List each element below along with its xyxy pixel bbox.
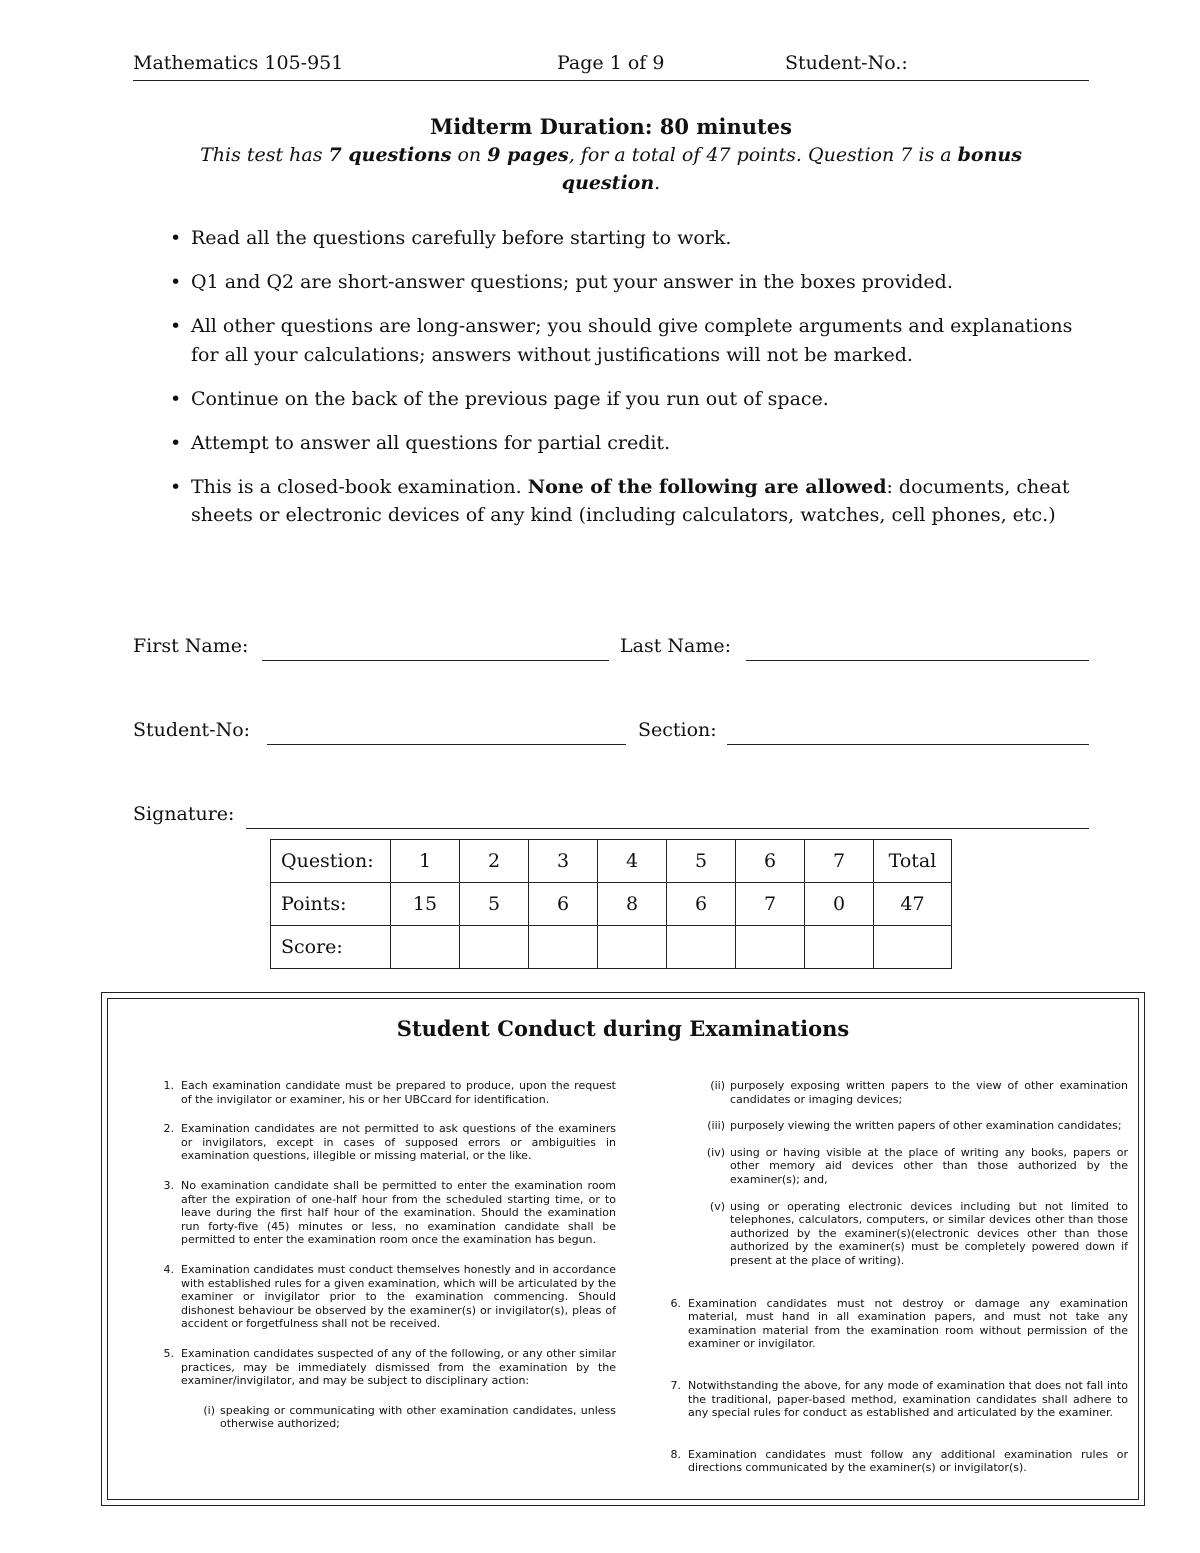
instruction-item [133, 473, 1093, 530]
sub-number: (iii) [707, 1119, 725, 1133]
list-item [663, 1146, 1128, 1187]
section-field[interactable] [638, 717, 1089, 747]
list-item [156, 1122, 616, 1163]
bullet-icon: • [170, 387, 182, 410]
course-code: Mathematics 105-951 [133, 52, 344, 74]
table-cell: 8 [598, 883, 667, 926]
score-cell[interactable] [460, 926, 529, 969]
sub-number: (ii) [710, 1079, 725, 1092]
table-row [271, 883, 952, 926]
sub-text: using or operating electronic devices including but not limited to telephones, calculators, computers, or similar devices other than those authorized by the examiner(s)(electronic devices other than those authorized by the examiner(s) must be completely powered down if present at the place of writing). [730, 1199, 1128, 1267]
rule-text: Examination candidates are not permitted to ask questions of the examiners or invigilators, except in cases of supposed errors or ambiguities in examination questions, illegible or missing material, or the like. [181, 1122, 616, 1163]
instruction-item [133, 429, 1093, 458]
table-cell: 15 [391, 883, 460, 926]
instruction-text: Continue on the back of the previous page if you run out of space. [191, 387, 829, 410]
last-name-line[interactable] [746, 660, 1089, 661]
score-cell[interactable] [667, 926, 736, 969]
score-cell[interactable] [529, 926, 598, 969]
table-cell: 47 [874, 883, 952, 926]
list-item [156, 1263, 616, 1331]
subtitle-questions: 7 questions [328, 144, 452, 166]
list-item [663, 1379, 1128, 1420]
sub-text: purposely exposing written papers to the view of other examination candidates or imaging devices; [730, 1079, 1128, 1106]
rule-number: 2. [163, 1122, 174, 1136]
rule-number: 6. [670, 1296, 681, 1310]
student-no-field[interactable] [133, 717, 626, 747]
bullet-icon: • [170, 271, 182, 293]
section-line[interactable] [727, 744, 1089, 745]
list-item [663, 1079, 1128, 1106]
name-row [133, 633, 1089, 663]
row-label: Score: [271, 926, 391, 969]
list-item [156, 1404, 616, 1431]
subtitle-text-1: This test has [200, 144, 329, 166]
subtitle-pages: 9 pages [487, 144, 569, 166]
table-cell: 5 [460, 883, 529, 926]
student-no-line[interactable] [267, 744, 626, 745]
sub-number: (v) [709, 1199, 725, 1213]
rule-text: Notwithstanding the above, for any mode of examination that does not fall into the traditional, paper-based method, examination candidates shall adhere to any special rules for conduct as established and articulated by the examiner. [688, 1378, 1128, 1420]
conduct-left-column [156, 1079, 616, 1431]
table-cell: 6 [667, 883, 736, 926]
instruction-text: Q1 and Q2 are short-answer questions; put your answer in the boxes provided. [191, 271, 953, 293]
table-cell: 2 [460, 840, 529, 883]
conduct-right-column [663, 1079, 1128, 1491]
rule-number: 7. [670, 1378, 681, 1392]
signature-row [133, 801, 1089, 831]
instruction-text: This is a closed-book examination. [191, 475, 528, 498]
table-cell: 7 [736, 883, 805, 926]
conduct-title: Student Conduct during Examinations [396, 1016, 850, 1041]
bullet-icon: • [170, 475, 182, 498]
instruction-item [133, 385, 1093, 414]
signature-field[interactable] [133, 801, 1089, 831]
exam-subtitle [133, 141, 1089, 197]
instruction-text: Read all the questions carefully before starting to work. [191, 227, 732, 249]
score-cell[interactable] [736, 926, 805, 969]
header-student-no: Student-No.: [785, 52, 908, 74]
signature-label: Signature: [133, 803, 235, 825]
rule-number: 5. [163, 1346, 174, 1360]
score-cell[interactable] [391, 926, 460, 969]
list-item [156, 1347, 616, 1388]
subtitle-text-3: , for a total of 47 points. Question 7 is a [568, 144, 958, 166]
list-item [156, 1079, 616, 1106]
score-cell[interactable] [874, 926, 952, 969]
last-name-field[interactable] [620, 633, 1089, 663]
rule-number: 1. [163, 1079, 174, 1092]
row-label: Question: [271, 840, 391, 883]
conduct-inner-border [107, 998, 1139, 1500]
student-no-label: Student-No: [133, 719, 251, 741]
signature-line[interactable] [246, 828, 1089, 829]
table-cell: 5 [667, 840, 736, 883]
sub-number: (i) [203, 1403, 215, 1417]
sub-number: (iv) [706, 1145, 725, 1159]
list-item [663, 1119, 1128, 1133]
sub-text: using or having visible at the place of writing any books, papers or other memory aid devices other than those authorized by the examiner(s); and, [730, 1145, 1128, 1186]
title-block [133, 113, 1089, 197]
last-name-label: Last Name: [620, 635, 731, 657]
rule-text: No examination candidate shall be permitted to enter the examination room after the expiration of one-half hour from the scheduled starting time, or to leave during the first half hour of the examination. Should the examination run forty-five (45) minutes or less, no examination candidate shall be permitted to enter the examination room once the examination has begun. [181, 1178, 616, 1247]
id-row [133, 717, 1089, 747]
list-item [663, 1200, 1128, 1268]
list-item [156, 1179, 616, 1247]
rule-text: Examination candidates must not destroy or damage any examination material, must hand in all examination papers, and must not take any examination material from the examination room without permission of the examiner or invigilator. [688, 1296, 1128, 1351]
first-name-label: First Name: [133, 635, 249, 657]
subtitle-bonus: bonus question [561, 144, 1022, 194]
instruction-bold: None of the following are allowed [527, 475, 887, 498]
instruction-text: All other questions are long-answer; you should give complete arguments and explanations for all your calculations; answers without justifications will not be marked. [191, 315, 1073, 366]
rule-text: Examination candidates must follow any additional examination rules or directions communicated by the examiner(s) or invigilator(s). [688, 1447, 1128, 1475]
table-cell: 4 [598, 840, 667, 883]
score-cell[interactable] [805, 926, 874, 969]
table-cell: Total [874, 840, 952, 883]
table-cell: 6 [736, 840, 805, 883]
rule-text: Examination candidates suspected of any of the following, or any other similar practices, may be immediately dismissed from the examination by the examiner/invigilator, and may be subject to disciplinary action: [181, 1346, 616, 1388]
table-row [271, 926, 952, 969]
bullet-icon: • [170, 431, 182, 454]
subtitle-text-4: . [654, 172, 661, 194]
score-cell[interactable] [598, 926, 667, 969]
section-label: Section: [638, 719, 717, 741]
rule-text: Each examination candidate must be prepared to produce, upon the request of the invigilator or examiner, his or her UBCcard for identification. [181, 1079, 616, 1106]
rule-number: 3. [163, 1178, 174, 1192]
first-name-field[interactable] [133, 633, 609, 663]
instruction-text: : documents, cheat sheets or electronic devices of any kind (including calculators, watches, cell phones, etc.) [191, 475, 1070, 526]
rule-number: 8. [670, 1447, 681, 1461]
instruction-item [133, 224, 1093, 253]
sub-text: speaking or communicating with other examination candidates, unless otherwise authorized; [220, 1403, 616, 1431]
row-label: Points: [271, 883, 391, 926]
instruction-item [133, 312, 1093, 369]
instructions-list [133, 224, 1093, 545]
sub-text: purposely viewing the written papers of other examination candidates; [730, 1119, 1122, 1133]
conduct-box [101, 992, 1145, 1506]
table-cell: 0 [805, 883, 874, 926]
page-number: Page 1 of 9 [557, 52, 665, 74]
first-name-line[interactable] [262, 660, 609, 661]
table-cell: 6 [529, 883, 598, 926]
list-item [663, 1448, 1128, 1475]
table-row [271, 840, 952, 883]
exam-title: Midterm Duration: 80 minutes [430, 114, 792, 139]
page-header [133, 52, 1089, 81]
rule-number: 4. [163, 1262, 174, 1276]
instruction-item [133, 268, 1093, 297]
score-table [270, 839, 952, 969]
table-cell: 7 [805, 840, 874, 883]
list-item [663, 1297, 1128, 1351]
instruction-text: Attempt to answer all questions for partial credit. [191, 431, 671, 454]
table-cell: 3 [529, 840, 598, 883]
bullet-icon: • [170, 315, 182, 337]
rule-text: Examination candidates must conduct themselves honestly and in accordance with established rules for a given examination, which will be articulated by the examiner or invigilator prior to the examination commencing. Should dishonest behaviour be observed by the examiner(s) or invigilator(s), pleas of accident or forgetfulness shall not be received. [181, 1262, 616, 1331]
subtitle-text-2: on [451, 144, 488, 166]
bullet-icon: • [170, 227, 182, 249]
table-cell: 1 [391, 840, 460, 883]
